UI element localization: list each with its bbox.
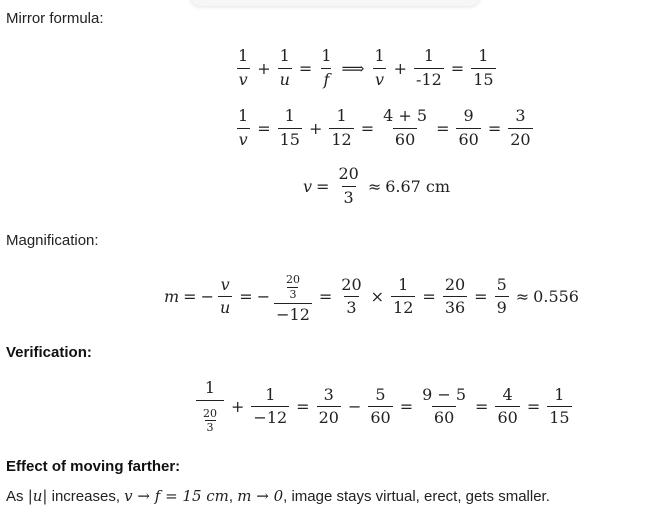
- fraction: $\frac{3}{20}$: [510, 106, 531, 149]
- fraction: $\frac{3}{20}$: [318, 384, 339, 428]
- equation-magnification: m = − $\frac{v}{u}$ = − $\frac{\frac{20}{3}}{-12}$ = $\frac{20}{3}$ × $\frac{1}{12}$ = $\frac{20}{36}$ = $\frac{5}{9}$ ≈ 0.556: [164, 270, 579, 324]
- fraction: $\frac{1}{15}$: [279, 106, 300, 149]
- fraction: $\frac{4 + 5}{60}$: [383, 106, 428, 149]
- fraction: $\frac{5}{60}$: [370, 384, 391, 428]
- fraction: $\frac{1}{12}$: [393, 274, 414, 318]
- fraction: $\frac{v}{u}$: [219, 274, 231, 318]
- equation-solve-v: $\frac{1}{v}$ = $\frac{1}{15}$ + $\frac{1}{12}$ = $\frac{4 + 5}{60}$ = $\frac{9}{60}$ = $\frac{3}{20}$: [238, 106, 531, 149]
- fraction: $\frac{5}{9}$: [496, 274, 507, 318]
- top-bar: [190, 0, 480, 6]
- fraction: $\frac{20}{3}$: [338, 164, 359, 207]
- fraction: $\frac{1}{f}$: [321, 46, 332, 89]
- fraction: $\frac{1}{u}$: [279, 46, 290, 89]
- fraction: $\frac{1}{v}$: [238, 46, 249, 89]
- fraction: $\frac{1}{15}$: [473, 46, 494, 89]
- fraction: $\frac{1}{12}$: [331, 106, 352, 149]
- mirror-formula-heading: Mirror formula:: [6, 10, 104, 27]
- fraction: $\frac{1}{v}$: [374, 46, 385, 89]
- fraction: $\frac{20}{36}$: [444, 274, 466, 318]
- equation-mirror-formula: $\frac{1}{v}$ + $\frac{1}{u}$ = $\frac{1}{f}$ ⟹ $\frac{1}{v}$ + $\frac{1}{-12}$ = $\frac{1}{15}$: [238, 46, 494, 89]
- fraction: $\frac{1}{-12}$: [253, 384, 288, 428]
- fraction: $\frac{20}{3}$: [285, 273, 300, 301]
- fraction: $\frac{1}{\frac{20}{3}}$: [196, 380, 224, 434]
- effect-heading: Effect of moving farther:: [6, 458, 181, 475]
- equation-verification: $\frac{1}{\frac{20}{3}}$ + $\frac{1}{-12}$ = $\frac{3}{20}$ − $\frac{5}{60}$ = $\frac{9 - 5}{60}$ = $\frac{4}{60}$ = $\frac{1}{15}$: [193, 380, 575, 434]
- fraction: $\frac{20}{3}$: [203, 406, 217, 435]
- fraction: $\frac{9}{60}$: [458, 106, 479, 149]
- fraction: $\frac{\frac{20}{3}}{-12}$: [276, 273, 310, 325]
- fraction: $\frac{20}{3}$: [341, 274, 362, 318]
- fraction: $\frac{1}{v}$: [238, 106, 249, 149]
- magnification-heading: Magnification:: [6, 232, 99, 249]
- fraction: $\frac{4}{60}$: [497, 384, 518, 428]
- fraction: $\frac{1}{15}$: [549, 384, 570, 428]
- effect-description: As |u| increases, v → f = 15 cm, m → 0, image stays virtual, erect, gets smaller.: [6, 487, 550, 505]
- fraction: $\frac{9 - 5}{60}$: [422, 384, 467, 428]
- fraction: $\frac{1}{-12}$: [416, 46, 442, 89]
- equation-v-result: v = $\frac{20}{3}$ ≈ 6.67 cm: [303, 164, 451, 207]
- verification-heading: Verification:: [6, 344, 92, 361]
